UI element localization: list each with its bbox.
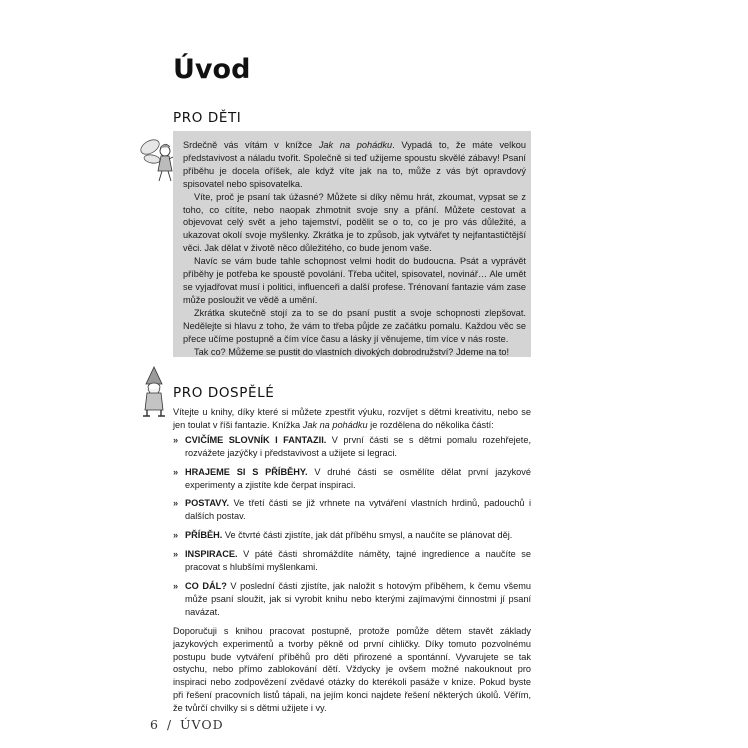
kids-paragraph-2: Víte, proč je psaní tak úžasné? Můžete si díky němu hrát, zkoumat, vypsat se z toho, co cítíte, nebo naopak zhmotnit svoje sny a přání. Můžete cestovat a objevovat celý svět a jeho tajemství, podělit se o to, co je pro vás důležité, a ukazovat okolí svoje myšlenky. Zkrátka je to způsob, jak vytvářet ty nejfantastičtější věci. Jak dělat v životě něco důležitého, co bude jenom vaše. [183, 191, 526, 254]
page-title: Úvod [173, 54, 251, 85]
kids-paragraph-4: Zkrátka skutečně stojí za to se do psaní pustit a svoje schopnosti zlepšovat. Nedělejte si hlavu z toho, že vám to třeba půjde ze začátku pomalu. Každou věc se přece učíme postupně a čím více času a lásky jí věnujeme, tím více v nás roste. [183, 307, 526, 344]
adult-section-body [173, 406, 531, 715]
kids-paragraph-5: Tak co? Můžeme se pustit do vlastních divokých dobrodružství? Jdeme na to! [194, 346, 510, 357]
adult-closing: Doporučuji s knihou pracovat postupně, protože pomůže dětem stavět základy jazykových experimentů a tvorby pěkně od první cihličky. Díky tomuto pozvolnému postupu bude vytváření příběhů pro děti přirozené a spontánní. Vyvarujete se tak ostychu, nebo přímo zablokování dětí. Vždycky je ovšem možné nakouknout pro inspiraci nebo zodpovězení zvědavé otázky do kterékoli pasáže v knize. Pokud byste při řešení pracovních listů tápali, na jejím konci najdete řešení některých úkolů. Věřím, že tvůrčí chvilky si s dětmi užijete i vy. [173, 625, 531, 714]
adult-intro: Vítejte u knihy, díky které si můžete zpestřit výuku, rozvíjet s dětmi kreativitu, nebo se jen toulat v říši fantazie. Knížka Jak na pohádku je rozdělena do několika částí: [173, 407, 531, 430]
adult-section-heading: PRO DOSPĚLÉ [173, 385, 275, 401]
gnome-icon [138, 366, 170, 418]
adult-parts-list [173, 434, 531, 619]
page-footer [150, 717, 224, 732]
list-item: » PŘÍBĚH. Ve čtvrté části zjistíte, jak dát příběhu smysl, a naučíte se plánovat děj. [173, 529, 531, 542]
page-number: 6 [150, 717, 159, 732]
kids-paragraph-3: Navíc se vám bude tahle schopnost velmi hodit do budoucna. Psát a vyprávět příběhy je potřeba ke spoustě povolání. Třeba učitel, spisovatel, novinář… Ale umět se vyjadřovat musí i politici, influenceři a další profese. Trénovaní fantazie vám zase může posloužit ve vědě a umění. [183, 256, 526, 305]
list-item: » INSPIRACE. V páté části shromáždíte náměty, tajné ingredience a naučíte se pracovat s hlubšími myšlenkami. [173, 548, 531, 574]
kids-section-heading: PRO DĚTI [173, 110, 242, 126]
kids-section-box [173, 131, 531, 357]
footer-section: ÚVOD [180, 717, 224, 732]
kids-paragraph-1: Srdečně vás vítám v knížce Jak na pohádku. Vypadá to, že máte velkou představivost a náladu tvořit. Společně si teď užijeme spoustu skvělé zábavy! Psaní příběhu je docela oříšek, ale když víte jak na to, může z vás být opravdový spisovatel nebo spisovatelka. [183, 140, 527, 189]
list-item: » CVIČÍME SLOVNÍK I FANTAZII. V první části se s dětmi pomalu rozehřejete, rozvážete jazýčky i představivost a užijete si legraci. [173, 434, 531, 460]
list-item: » POSTAVY. Ve třetí části se již vrhnete na vytváření vlastních hrdinů, padouchů i dalších postav. [173, 497, 531, 523]
footer-separator: / [166, 718, 172, 732]
list-item: » HRAJEME SI S PŘÍBĚHY. V druhé části se osmělíte dělat první jazykové experimenty a zjistíte kde čerpat inspiraci. [173, 466, 531, 492]
list-item: » CO DÁL? V poslední části zjistíte, jak naložit s hotovým příběhem, k čemu všemu může psaní sloužit, jak si vyrobit knihu nebo kterými zajímavými činnostmi jí psaní navázat. [173, 580, 531, 619]
